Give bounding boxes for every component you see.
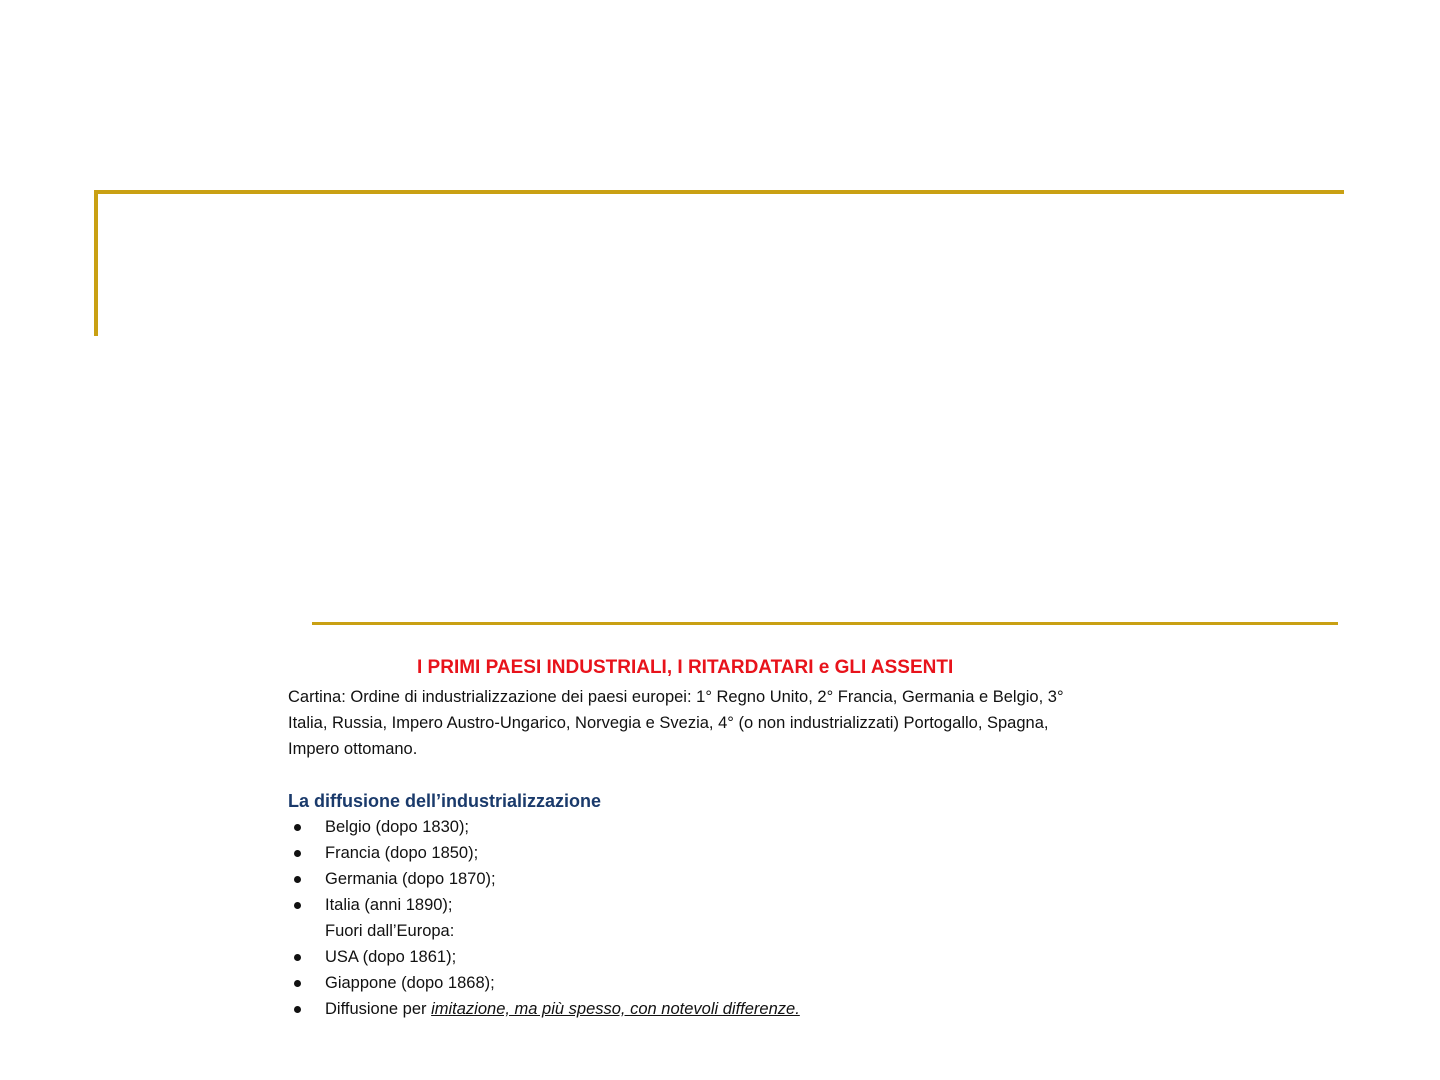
- list-item: [288, 996, 1088, 1022]
- list-item-text: Diffusione per: [325, 1000, 432, 1018]
- bullet-icon: [294, 980, 301, 987]
- bullet-icon: [294, 824, 301, 831]
- list-item-text: Germania (dopo 1870);: [325, 870, 496, 888]
- document-excerpt: [288, 656, 1088, 1022]
- slide-frame-top-rule: [94, 190, 1344, 194]
- list-item: [288, 814, 1088, 840]
- list-item-text: USA (dopo 1861);: [325, 948, 457, 966]
- list-item-text: Belgio (dopo 1830);: [325, 818, 470, 836]
- list-item-text: Francia (dopo 1850);: [325, 844, 479, 862]
- list-item: [288, 944, 1088, 970]
- map-description-paragraph: Cartina: Ordine di industrializzazione dei paesi europei: 1° Regno Unito, 2° Francia, Germania e Belgio, 3° Italia, Russia, Impero Austro-Ungarico, Norvegia e Svezia, 4° (o non industrializzati) Portogallo, Spagna, Impero ottomano.: [288, 688, 1064, 758]
- list-item: [288, 892, 1088, 918]
- bullet-icon: [294, 850, 301, 857]
- content-divider-rule: [312, 622, 1338, 625]
- section-heading: La diffusione dell’industrializzazione: [288, 791, 602, 811]
- bullet-icon: [294, 876, 301, 883]
- slide-frame-left-rule: [94, 190, 98, 336]
- list-item-text: Giappone (dopo 1868);: [325, 974, 495, 992]
- bullet-icon: [294, 902, 301, 909]
- diffusion-list: [288, 814, 1088, 1022]
- document-title: I PRIMI PAESI INDUSTRIALI, I RITARDATARI e GLI ASSENTI: [417, 657, 954, 678]
- list-item: [288, 840, 1088, 866]
- bullet-icon: [294, 1006, 301, 1013]
- list-item-text: Italia (anni 1890);: [325, 896, 453, 914]
- list-item-emphasis: imitazione, ma più spesso, con notevoli differenze.: [431, 1000, 800, 1018]
- list-item: [288, 866, 1088, 892]
- list-item-text: Fuori dall’Europa:: [325, 922, 455, 940]
- bullet-icon: [294, 954, 301, 961]
- list-subheading: [288, 918, 1088, 944]
- list-item: [288, 970, 1088, 996]
